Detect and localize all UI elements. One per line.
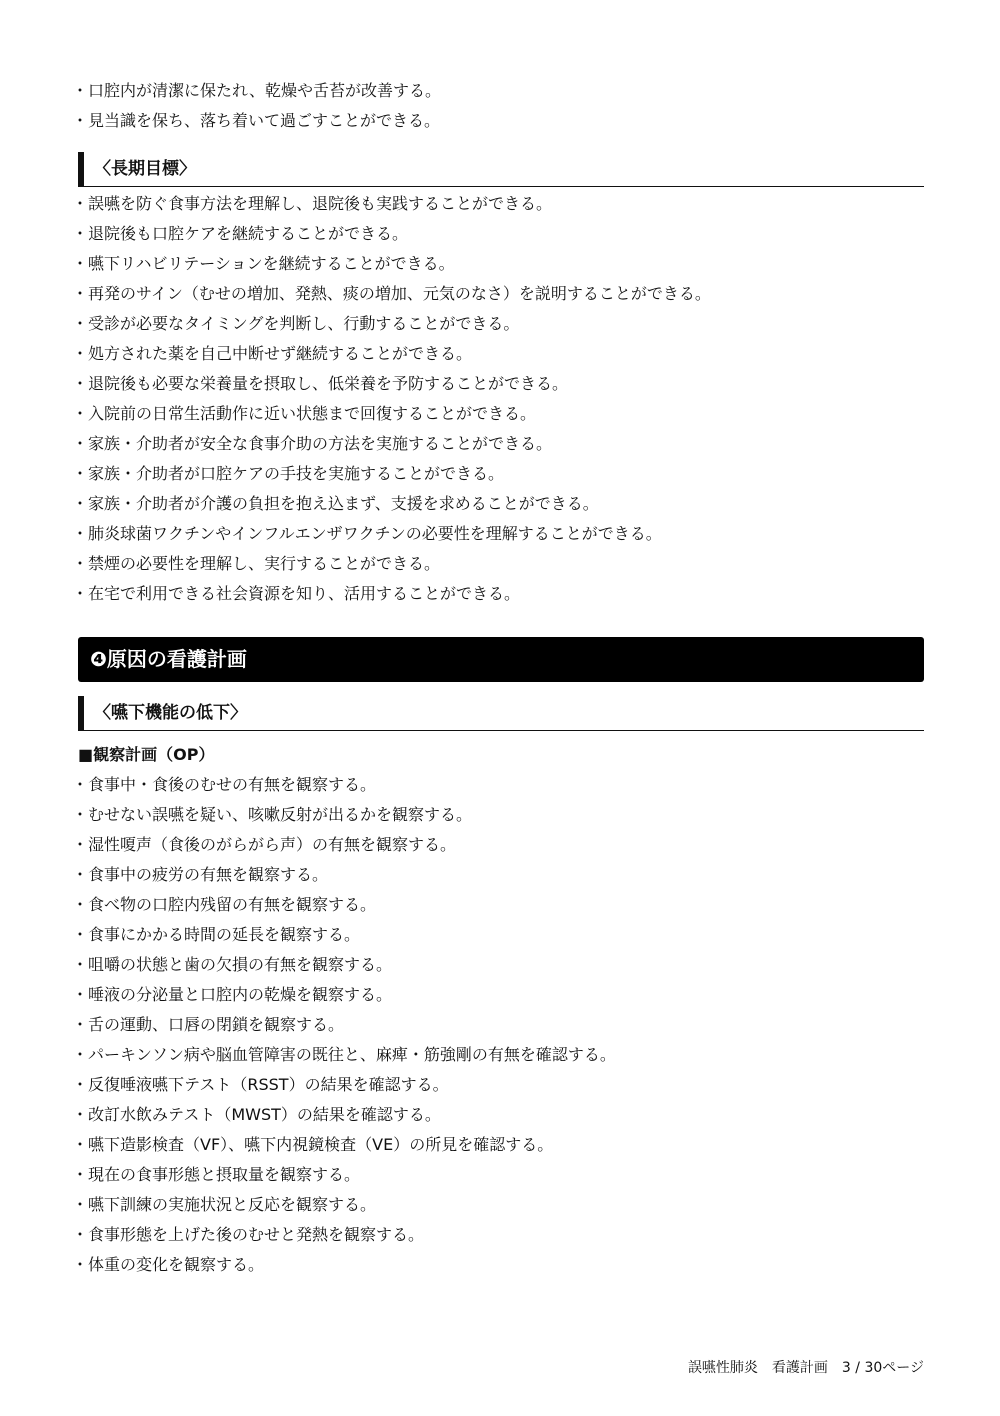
list-item: ・ 退院後も必要な栄養量を摂取し、低栄養を予防することができる。	[78, 369, 924, 399]
list-item: ・ 受診が必要なタイミングを判断し、行動することができる。	[78, 309, 924, 339]
list-item: ・ 咀嚼の状態と歯の欠損の有無を観察する。	[78, 950, 924, 980]
list-item: ・ 湿性嗄声（食後のがらがら声）の有無を観察する。	[78, 830, 924, 860]
list-item: ・ 口腔内が清潔に保たれ、乾燥や舌苔が改善する。	[78, 76, 924, 106]
list-item: ・ 体重の変化を観察する。	[78, 1250, 924, 1280]
swallowing-decline-heading	[78, 696, 924, 731]
list-item: ・ 誤嚥を防ぐ食事方法を理解し、退院後も実践することができる。	[78, 189, 924, 219]
long-term-goal-list	[78, 189, 924, 609]
list-item: ・ 嚥下リハビリテーションを継続することができる。	[78, 249, 924, 279]
list-item: ・ 現在の食事形態と摂取量を観察する。	[78, 1160, 924, 1190]
list-item: ・ 肺炎球菌ワクチンやインフルエンザワクチンの必要性を理解することができる。	[78, 519, 924, 549]
list-item: ・ 家族・介助者が介護の負担を抱え込まず、支援を求めることができる。	[78, 489, 924, 519]
observation-plan-label: ■観察計画（OP）	[78, 745, 215, 764]
observation-plan-list	[78, 770, 924, 1280]
short-term-goal-list	[78, 76, 924, 136]
section-title: ❹原因の看護計画	[90, 647, 247, 671]
list-item: ・ 入院前の日常生活動作に近い状態まで回復することができる。	[78, 399, 924, 429]
list-item: ・ 処方された薬を自己中断せず継続することができる。	[78, 339, 924, 369]
list-item: ・ 再発のサイン（むせの増加、発熱、痰の増加、元気のなさ）を説明することができる。	[78, 279, 924, 309]
list-item: ・ 唾液の分泌量と口腔内の乾燥を観察する。	[78, 980, 924, 1010]
list-item: ・ むせない誤嚥を疑い、咳嗽反射が出るかを観察する。	[78, 800, 924, 830]
list-item: ・ 禁煙の必要性を理解し、実行することができる。	[78, 549, 924, 579]
list-item: ・ 食事にかかる時間の延長を観察する。	[78, 920, 924, 950]
list-item: ・ 家族・介助者が安全な食事介助の方法を実施することができる。	[78, 429, 924, 459]
list-item: ・ 食事中の疲労の有無を観察する。	[78, 860, 924, 890]
page-footer: 誤嚥性肺炎 看護計画 3 / 30ページ	[687, 1360, 924, 1376]
list-item: ・ 退院後も口腔ケアを継続することができる。	[78, 219, 924, 249]
list-item: ・ 舌の運動、口唇の閉鎖を観察する。	[78, 1010, 924, 1040]
list-item: ・ 家族・介助者が口腔ケアの手技を実施することができる。	[78, 459, 924, 489]
list-item: ・ 嚥下訓練の実施状況と反応を観察する。	[78, 1190, 924, 1220]
list-item: ・ 嚥下造影検査（VF）、嚥下内視鏡検査（VE）の所見を確認する。	[78, 1130, 924, 1160]
list-item: ・ 食事形態を上げた後のむせと発熱を観察する。	[78, 1220, 924, 1250]
list-item: ・ 在宅で利用できる社会資源を知り、活用することができる。	[78, 579, 924, 609]
list-item: ・ 反復唾液嚥下テスト（RSST）の結果を確認する。	[78, 1070, 924, 1100]
list-item: ・ 食べ物の口腔内残留の有無を観察する。	[78, 890, 924, 920]
swallowing-decline-heading-text: 〈嚥下機能の低下〉	[94, 703, 247, 723]
section-title-bar	[78, 637, 924, 682]
long-term-goal-heading	[78, 152, 924, 187]
page-content	[78, 0, 924, 1280]
list-item: ・ パーキンソン病や脳血管障害の既往と、麻痺・筋強剛の有無を確認する。	[78, 1040, 924, 1070]
list-item: ・ 食事中・食後のむせの有無を観察する。	[78, 770, 924, 800]
list-item: ・ 見当識を保ち、落ち着いて過ごすことができる。	[78, 106, 924, 136]
list-item: ・ 改訂水飲みテスト（MWST）の結果を確認する。	[78, 1100, 924, 1130]
long-term-goal-heading-text: 〈長期目標〉	[94, 159, 196, 179]
